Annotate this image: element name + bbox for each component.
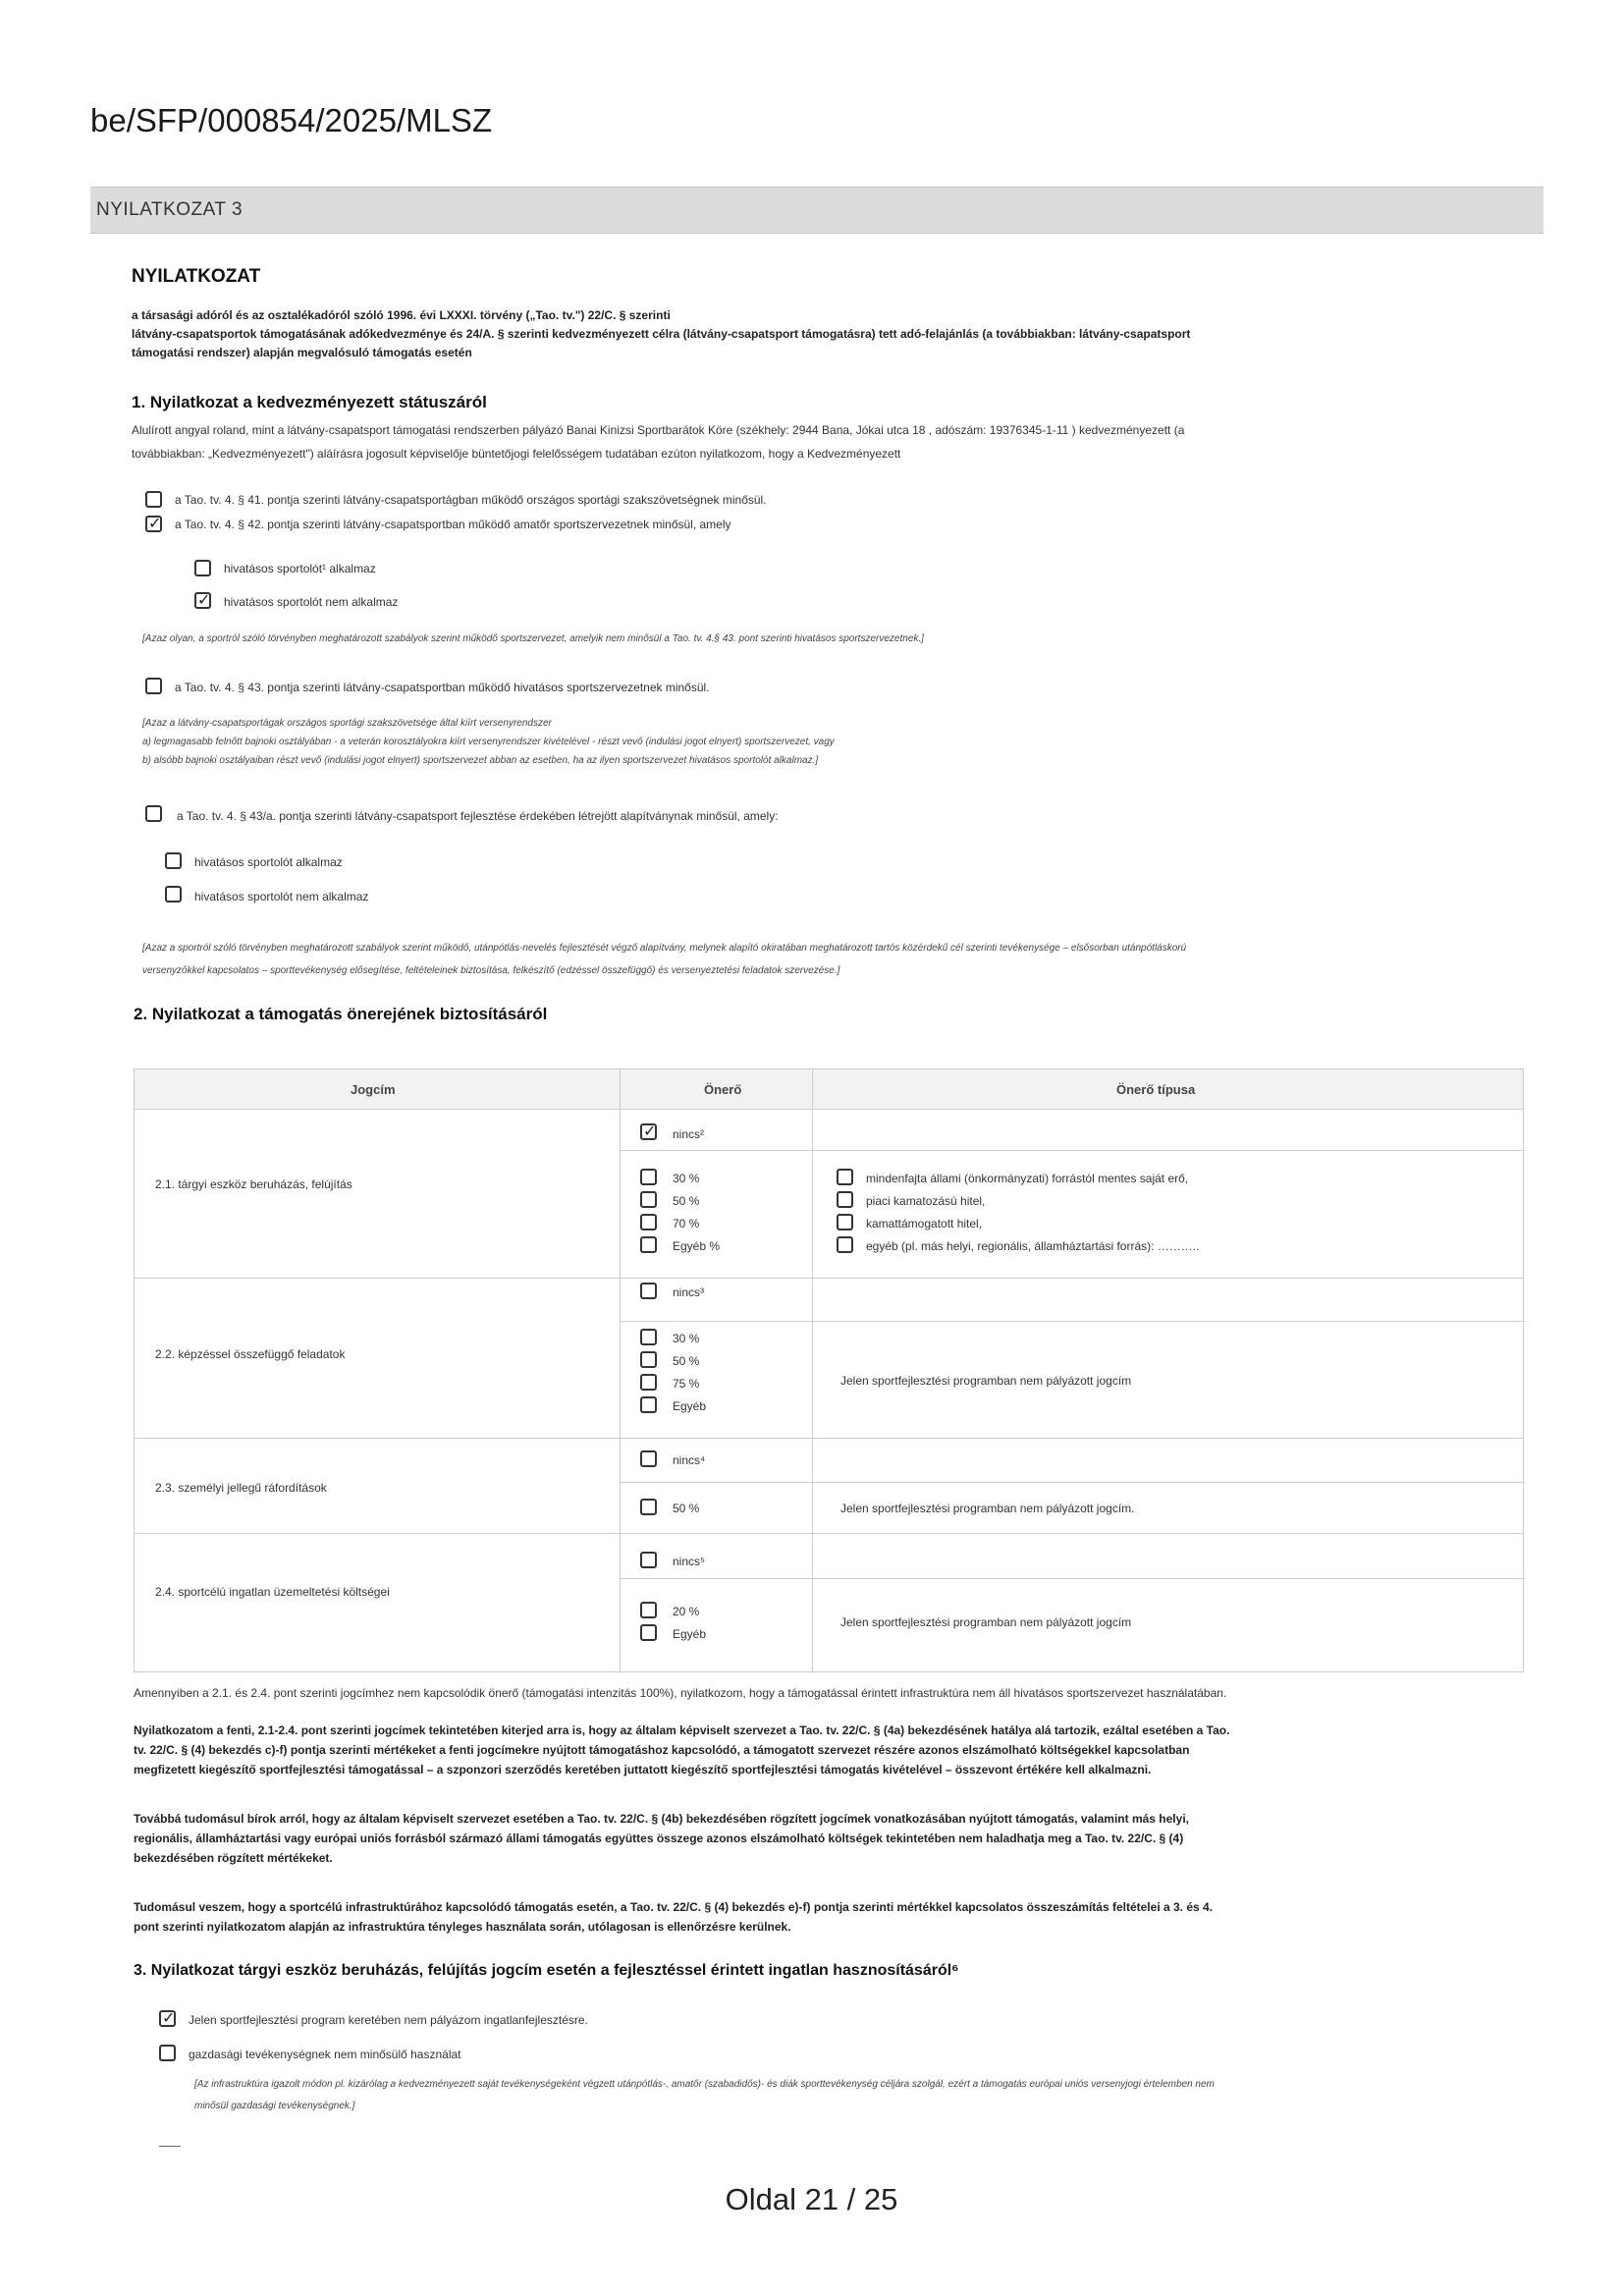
checkbox-type-other[interactable] xyxy=(837,1236,853,1253)
own-contribution-table xyxy=(134,1068,1524,1672)
option-non-economic-use-label: gazdasági tevékenységnek nem minősülő használat xyxy=(189,2048,461,2061)
checkbox-type-subsidised-loan[interactable] xyxy=(837,1214,853,1230)
note-foundation-line: versenyzőkkel kapcsolatos – sporttevékenység elősegítése, feltételeinek biztosítása, felkészítő (edzéssel összefüggő) és versenyeztetési feladatok szervezése.] xyxy=(142,965,840,976)
section-1-text-line: továbbiakban: „Kedvezményezett") aláírásra jogosult képviselője büntetőjogi felelősségem tudatában ezúton nyilatkozom, hogy a Kedvezményezett xyxy=(132,447,901,461)
jogcim-2-1-label: 2.1. tárgyi eszköz beruházás, felújítás xyxy=(155,1177,352,1191)
onero-2-1-option: 70 % xyxy=(673,1217,700,1230)
checkbox-2-1-70[interactable] xyxy=(640,1214,657,1230)
jogcim-2-3-label: 2.3. személyi jellegű ráfordítások xyxy=(155,1481,327,1495)
onero-2-1-option: Egyéb % xyxy=(673,1239,721,1253)
checkbox-2-1-50[interactable] xyxy=(640,1191,657,1208)
jogcim-2-4-not-applied-note: Jelen sportfejlesztési programban nem pályázott jogcím xyxy=(840,1615,1132,1629)
checkbox-2-2-50[interactable] xyxy=(640,1351,657,1368)
table-inner-divider xyxy=(620,1578,1525,1579)
onero-2-2-option: 75 % xyxy=(673,1377,700,1391)
checkbox-type-market-loan[interactable] xyxy=(837,1191,853,1208)
checkbox-2-3-nincs[interactable] xyxy=(640,1450,657,1467)
note-professional-line: [Azaz a látvány-csapatsportágak országos sportági szakszövetsége által kiírt versenyrendszer xyxy=(142,718,552,729)
checkbox-amateur-club[interactable] xyxy=(145,516,162,532)
option-amateur-no-pro-label: hivatásos sportolót nem alkalmaz xyxy=(224,595,399,609)
checkbox-2-2-nincs[interactable] xyxy=(640,1283,657,1299)
declaration-paragraph-line: megfizetett kiegészítő sportfejlesztési támogatással – a szponzori szerződés keretében juttatott kiegészítő sportfejlesztési támogatás kivételével – összevont értékére kell alkalmazni. xyxy=(134,1763,1152,1777)
note-foundation-line: [Azaz a sportról szóló törvényben meghatározott szabályok szerint működő, utánpótlás-nevelés fejlesztését végző alapítvány, melynek alapító okiratában meghatározott tartós közérdekű cél szerinti tevékenysége – elsősorban utánpótláskorú xyxy=(142,943,1187,954)
checkbox-no-property-development[interactable] xyxy=(159,2010,176,2027)
table-header-onero-tipusa: Önerő típusa xyxy=(1116,1082,1196,1097)
checkbox-foundation-no-pro[interactable] xyxy=(165,886,182,902)
note-professional-line: b) alsóbb bajnoki osztályaiban részt vevő (indulási jogot elnyert) sportszervezet abban az esetben, ha az ilyen sportszervezet hivatásos sportolót alkalmaz.] xyxy=(142,755,819,766)
checkbox-2-2-75[interactable] xyxy=(640,1374,657,1391)
checkbox-professional-club[interactable] xyxy=(145,678,162,694)
checkbox-foundation-employs-pro[interactable] xyxy=(165,852,182,869)
checkbox-national-federation[interactable] xyxy=(145,491,162,508)
intro-line: a társasági adóról és az osztalékadóról szóló 1996. évi LXXXI. törvény („Tao. tv.") 22/C. § szerinti xyxy=(132,308,671,322)
table-header-onero: Önerő xyxy=(704,1082,742,1097)
onero-2-1-option: 30 % xyxy=(673,1172,700,1185)
infrastructure-paragraph-line: Tudomásul veszem, hogy a sportcélú infrastruktúrához kapcsolódó támogatás esetén, a Tao. tv. 22/C. § (4) bekezdés e)-f) pontja szerinti mértékkel kapcsolatos összeszámítás feltételei a 3. és 4. xyxy=(134,1900,1214,1914)
onero-2-2-option: Egyéb xyxy=(673,1399,707,1413)
table-header-jogcim: Jogcím xyxy=(351,1082,396,1097)
table-inner-divider xyxy=(620,1482,1525,1483)
acknowledgement-paragraph-line: regionális, államháztartási vagy európai uniós forrásból származó állami támogatás együttes összege azonos elszámolható költségek tekintetében nem haladhatja meg a Tao. tv. 22/C. § (4) xyxy=(134,1831,1184,1845)
checkbox-2-4-20[interactable] xyxy=(640,1602,657,1618)
checkbox-2-2-30[interactable] xyxy=(640,1329,657,1345)
checkbox-type-own-funds[interactable] xyxy=(837,1169,853,1185)
onero-2-4-nincs-label: nincs⁵ xyxy=(673,1555,705,1568)
table-row-divider xyxy=(135,1278,1523,1279)
checkbox-non-economic-use[interactable] xyxy=(159,2045,176,2061)
section-3-title: 3. Nyilatkozat tárgyi eszköz beruházás, felújítás jogcím esetén a fejlesztéssel érintett ingatlan hasznosításáról⁶ xyxy=(134,1962,959,1979)
section-1-title: 1. Nyilatkozat a kedvezményezett státuszáról xyxy=(132,393,487,411)
jogcim-2-2-not-applied-note: Jelen sportfejlesztési programban nem pályázott jogcím xyxy=(840,1374,1132,1388)
option-amateur-employs-pro-label: hivatásos sportolót¹ alkalmaz xyxy=(224,562,376,575)
intro-line: látvány-csapatsportok támogatásának adókedvezménye és 24/A. § szerinti kedvezményezett célra (látvány-csapatsport támogatásra) tett adó-felajánlás (a továbbiakban: látvány-csapatsport xyxy=(132,327,1191,341)
option-foundation-no-pro-label: hivatásos sportolót nem alkalmaz xyxy=(194,890,369,903)
checkbox-foundation[interactable] xyxy=(145,805,162,822)
declaration-paragraph-line: tv. 22/C. § (4) bekezdés c)-f) pontja szerinti mértékeket a fenti jogcímekre nyújtott támogatáshoz kapcsolódó, a támogatott szervezet részére azonos elszámolható költségekkel kapcsolatban xyxy=(134,1743,1190,1757)
onero-type-label: kamattámogatott hitel, xyxy=(866,1217,983,1230)
section-header-bar xyxy=(90,187,1543,234)
declaration-paragraph-line: Nyilatkozatom a fenti, 2.1-2.4. pont szerinti jogcímek tekintetében kiterjed arra is, hogy az általam képviselt szervezet a Tao. tv. 22/C. § (4a) bekezdésének hatálya alá tartozik, ezáltal esetében a Tao. xyxy=(134,1723,1230,1737)
intro-line: támogatási rendszer) alapján megvalósuló támogatás esetén xyxy=(132,346,472,359)
table-inner-divider xyxy=(620,1150,1525,1151)
option-professional-club-label: a Tao. tv. 4. § 43. pontja szerinti látvány-csapatsportban működő hivatásos sportszervezetnek minősül. xyxy=(175,681,710,694)
option-no-property-development-label: Jelen sportfejlesztési program keretében nem pályázom ingatlanfejlesztésre. xyxy=(189,2013,588,2027)
onero-2-1-option: 50 % xyxy=(673,1194,700,1208)
jogcim-2-2-label: 2.2. képzéssel összefüggő feladatok xyxy=(155,1347,346,1361)
onero-2-3-option: 50 % xyxy=(673,1502,700,1515)
note-non-economic-line: [Az infrastruktúra igazolt módon pl. kizárólag a kedvezményezett saját tevékenységeként végzett utánpótlás-, amatőr (szabadidős)- és diák sporttevékenység céljára szolgál, ezért a támogatás európai uniós versenyjogi értelemben nem xyxy=(194,2079,1215,2090)
jogcim-2-4-label: 2.4. sportcélú ingatlan üzemeltetési költségei xyxy=(155,1585,390,1599)
option-amateur-club-label: a Tao. tv. 4. § 42. pontja szerinti látvány-csapatsportban működő amatőr sportszervezetnek minősül, amely xyxy=(175,518,731,531)
after-table-statement: Amennyiben a 2.1. és 2.4. pont szerinti jogcímhez nem kapcsolódik önerő (támogatási intenzitás 100%), nyilatkozom, hogy a támogatással érintett infrastruktúra nem áll hivatásos sportszervezet használatában. xyxy=(134,1686,1227,1700)
note-non-economic-line: minősül gazdasági tevékenységnek.] xyxy=(194,2101,355,2111)
section-1-text-line: Alulírott angyal roland, mint a látvány-csapatsport támogatási rendszerben pályázó Banai Kinizsi Sportbarátok Köre (székhely: 2944 Bana, Jókai utca 18 , adószám: 19376345-1-11 ) kedvezményezett (a xyxy=(132,423,1185,437)
checkbox-2-1-30[interactable] xyxy=(640,1169,657,1185)
option-foundation-employs-pro-label: hivatásos sportolót alkalmaz xyxy=(194,855,343,869)
jogcim-2-3-not-applied-note: Jelen sportfejlesztési programban nem pályázott jogcím. xyxy=(840,1502,1135,1515)
checkbox-2-4-nincs[interactable] xyxy=(640,1552,657,1568)
checkbox-2-1-nincs[interactable] xyxy=(640,1123,657,1140)
checkbox-2-2-egyeb[interactable] xyxy=(640,1396,657,1413)
acknowledgement-paragraph-line: Továbbá tudomásul bírok arról, hogy az általam képviselt szervezet esetében a Tao. tv. 22/C. § (4b) bekezdésében rögzített jogcímek vonatkozásában nyújtott támogatás, valamint más helyi, xyxy=(134,1812,1189,1826)
document-id: be/SFP/000854/2025/MLSZ xyxy=(90,102,493,138)
onero-2-2-nincs-label: nincs³ xyxy=(673,1285,705,1299)
onero-2-4-option: 20 % xyxy=(673,1605,700,1618)
table-row-divider xyxy=(135,1533,1523,1534)
note-professional-line: a) legmagasabb felnőtt bajnoki osztályában - a veterán korosztályokra kiírt versenyrendszer kivételével - részt vevő (indulási jogot elnyert) sportszervezet, vagy xyxy=(142,737,835,747)
table-row-divider xyxy=(135,1438,1523,1439)
page-number: Oldal 21 / 25 xyxy=(725,2182,898,2216)
table-inner-divider xyxy=(620,1321,1525,1322)
checkbox-2-1-egyeb[interactable] xyxy=(640,1236,657,1253)
section-header-title: NYILATKOZAT 3 xyxy=(96,199,243,220)
acknowledgement-paragraph-line: bekezdésében rögzített mértékeket. xyxy=(134,1851,333,1865)
onero-type-label: mindenfajta állami (önkormányzati) forrástól mentes saját erő, xyxy=(866,1172,1189,1185)
checkbox-2-4-egyeb[interactable] xyxy=(640,1624,657,1641)
table-divider xyxy=(620,1069,621,1671)
onero-type-label: piaci kamatozású hitel, xyxy=(866,1194,986,1208)
onero-2-4-option: Egyéb xyxy=(673,1627,707,1641)
onero-2-2-option: 30 % xyxy=(673,1332,700,1345)
checkbox-2-3-50[interactable] xyxy=(640,1499,657,1515)
infrastructure-paragraph-line: pont szerinti nyilatkozatom alapján az infrastruktúra tényleges használata során, utólagosan is ellenőrzésre kerülnek. xyxy=(134,1920,791,1934)
footnote-separator xyxy=(159,2146,181,2147)
note-amateur: [Azaz olyan, a sportról szóló törvényben meghatározott szabályok szerint működő sportszervezet, amelyik nem minősül a Tao. tv. 4.§ 43. pont szerinti hivatásos sportszervezetnek.] xyxy=(142,633,924,644)
table-header-row xyxy=(135,1069,1523,1110)
onero-2-1-nincs-label: nincs² xyxy=(673,1127,705,1141)
onero-2-2-option: 50 % xyxy=(673,1354,700,1368)
checkbox-amateur-no-pro[interactable] xyxy=(194,592,211,609)
onero-2-3-nincs-label: nincs⁴ xyxy=(673,1453,706,1467)
option-foundation-label: a Tao. tv. 4. § 43/a. pontja szerinti látvány-csapatsport fejlesztése érdekében létrejött alapítványnak minősül, amely: xyxy=(177,809,779,823)
onero-type-label: egyéb (pl. más helyi, regionális, államháztartási forrás): ……….. xyxy=(866,1239,1200,1253)
declaration-heading: NYILATKOZAT xyxy=(132,266,261,287)
option-national-federation-label: a Tao. tv. 4. § 41. pontja szerinti látvány-csapatsportágban működő országos sportági szakszövetségnek minősül. xyxy=(175,493,767,507)
table-divider xyxy=(812,1069,813,1671)
checkbox-amateur-employs-pro[interactable] xyxy=(194,560,211,576)
section-2-title: 2. Nyilatkozat a támogatás önerejének biztosításáról xyxy=(134,1005,548,1023)
